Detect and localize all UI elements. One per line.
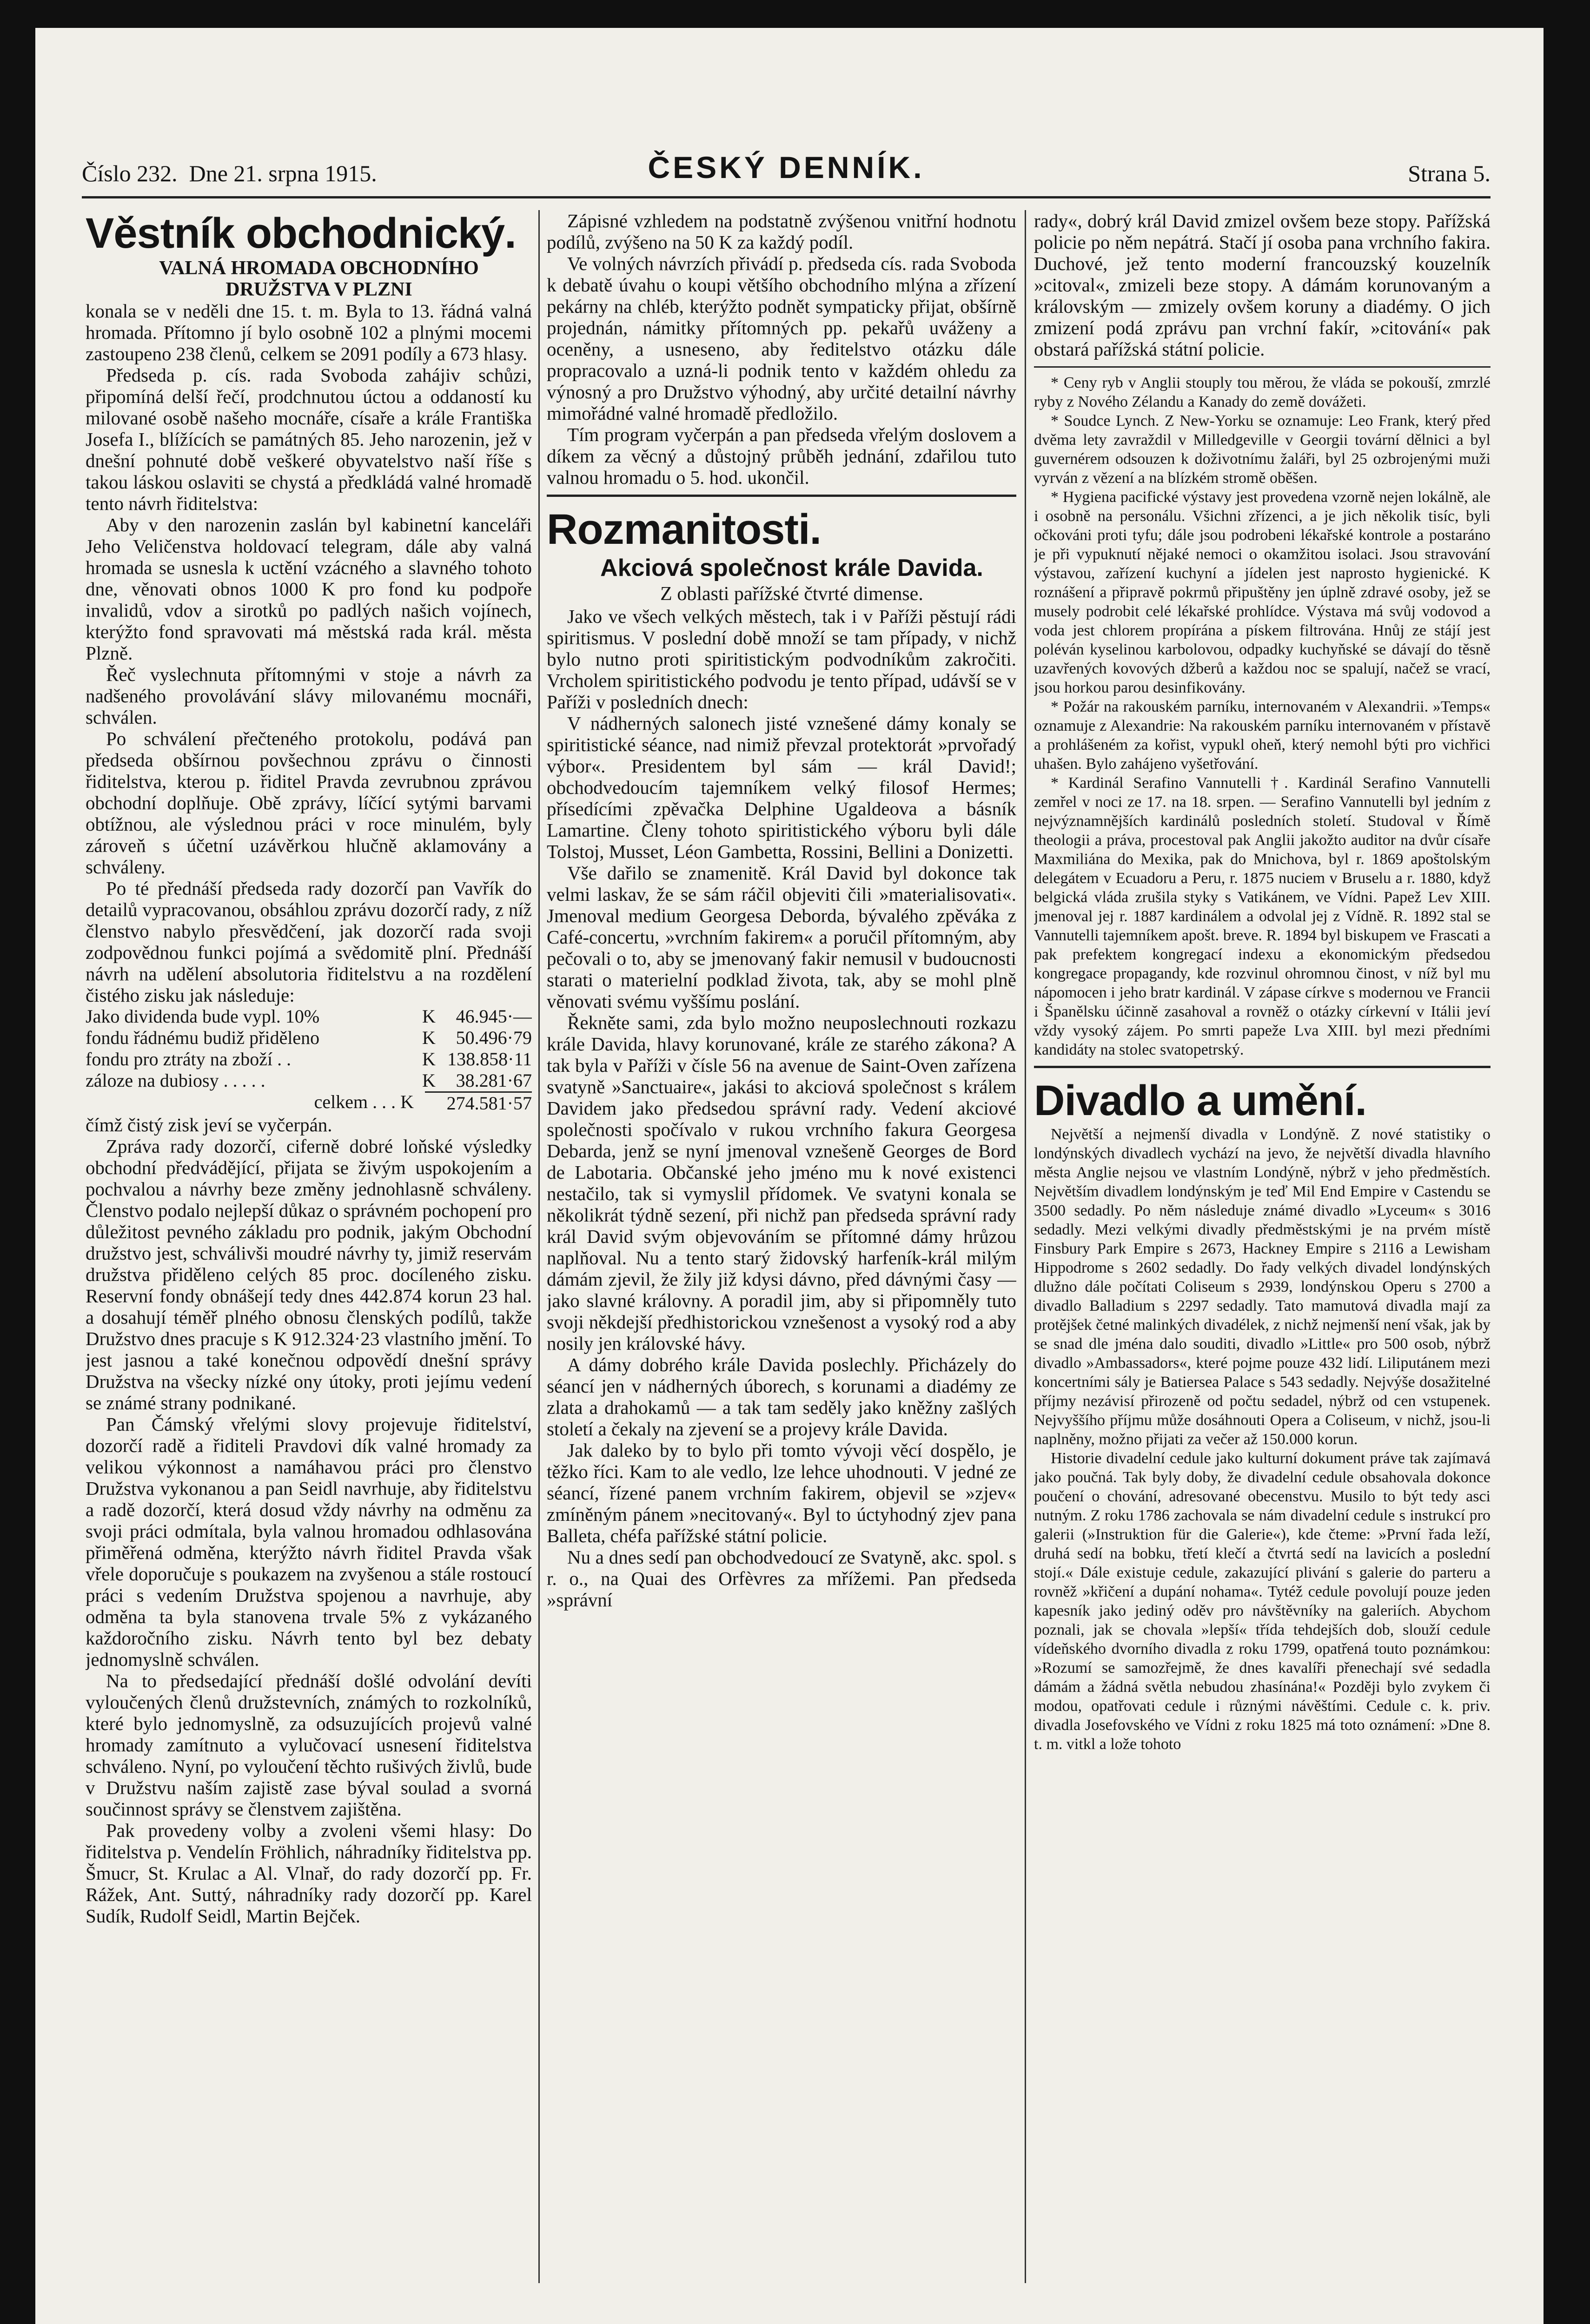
table-row: záloze na dubiosy . . . . . K 38.281·67 [86,1070,532,1091]
theatre-articles [1034,1125,1491,1754]
profit-table [86,1006,532,1114]
paragraph: Zápisné vzhledem na podstatně zvýšenou vnitřní hodnotu podílů, zvýšeno na 50 K za každý podíl. [547,210,1016,253]
paragraph: Po schválení přečteného protokolu, podává pan předseda obšírnou povšechnou zprávu o činnosti řiditelstva, kterou p. řiditel Pravda zevrubnou zprávou obchodní doplňuje. Obě zprávy, líčící sytými barvami obtížnou, ale výslednou práci v roce minulém, byly zároveň s účetní uzávěrkou hlučně aklamovány a schváleny. [86,728,532,878]
paragraph: Předseda p. cís. rada Svoboda zahájiv schůzi, připomíná delší řečí, prodchnutou úctou a oddaností ku milované osobě našeho mocnáře, císaře a krále Františka Josefa I., blížících se památných 85. Jeho narozenin, jež v dnešní pohnuté době veškeré obyvatelstvo naší říše s takou láskou oslaviti se chystá a předkládá valné hromadě tento návrh řiditelstva: [86,364,532,514]
paragraph: Největší a nejmenší divadla v Londýně. Z nové statistiky o londýnských divadlech vychází na jevo, že největší divadla hlavního města Anglie nejsou ve vlastním Londýně, nýbrž v jeho předměstích. Největším divadlem londýnským je teď Mil End Empire v Castendu se 3500 sedadly. Po něm následuje známé divadlo »Lyceum« s 3016 sedadly. Mezi velkými divadly předměstskými je na prvém místě Finsbury Park Empire s 2673, Hackney Empire s 2116 a Lewisham Hippodrome s 2602 sedadly. Do řady velkých divadel londýnských dlužno dále počítati Coliseum s 2939, londýnskou Operu s 2700 a divadlo Balladium s 2297 sedadly. Tato mamutová divadla mají za protějšek četné malinkých divadélek, z nichž nejmenší není však, jak by se snad dle jména dalo souditi, divadlo »Little« pro 500 osob, nýbrž divadlo »Ambassadors«, které pojme pouze 432 lidí. Liliputánem mezi koncertními sály je Batiersea Palace s 543 sedadly. Nejvýše dosažitelné příjmy nezávisí přirozeně od počtu sedadel, nýbrž od cen vstupenek. Nejvyššího příjmu může dosáhnouti Opera a Coliseum, v nichž, jsou-li naplněny, možno přijati za večer až 150.000 korun. [1034,1126,1491,1448]
paragraph: Vše dařilo se znamenitě. Král David byl dokonce tak velmi laskav, že se sám ráčil objeviti čili »materialisovati«. Jmenoval medium Georgesa Deborda, bývalého zpěváka z Café-concertu, »vrchním fakirem« a poručil přítomným, aby pečovali o to, aby se jmenovaný fakir nemusil v budoucnosti starati o materielní podklad života, tak, aby se mohl plně věnovati svému vyššímu poslání. [547,862,1016,1012]
article-title: Akciová společnost krále Davida. [600,555,983,581]
paragraph: Tím program vyčerpán a pan předseda vřelým doslovem a díkem za věcný a důstojný průběh jednání, zdařilou tuto valnou hromadu o 5. hod. ukončil. [547,424,1016,488]
paragraph: Řeč vyslechnuta přítomnými v stoje a návrh za nadšeného provolávání slávy milovanému mocnáři, schválen. [86,664,532,728]
paragraph: V nádherných salonech jisté vznešené dámy konaly se spiritistické séance, nad nimiž převzal protektorát »prvořadý výbor«. Presidentem byl sám — král David!; obchodvedoucím tajemníkem velký filosof Hermes; přísedícími zpěvačka Delphine Ugaldeova a básník Lamartine. Členy tohoto spiritistického výboru byli dále Tolstoj, Musset, Léon Gambetta, Rossini, Bellini a Donizetti. [547,713,1016,862]
issue-date: Číslo 232. Dne 21. srpna 1915. [82,160,377,186]
column-divider [1025,210,1026,2283]
paragraph: Na to předsedající přednáší došlé odvolání devíti vyloučených členů družstevních, známých to rozkolníků, které bylo jednomyslně, za odsuzujících projevů valné hromady zamítnuto a vylučovací usnesení řiditelstva schváleno. Nyní, po vyloučení těchto rušivých živlů, bude v Družstvu naším zajistě zase býval soulad a svorná součinnost správy se členstvem zajištěna. [86,1670,532,1820]
paragraph: Zpráva rady dozorčí, ciferně dobré loňské výsledky obchodní předvádějící, přijata se živým uspokojením a pochvalou a návrhy beze změny jednohlasně schváleny. Členstvo podalo nejlepší důkaz o správném pochopení pro důležitost pevného základu pro podnik, jakým Obchodní družstvo jest, schválivši moudré návrhy ty, jimiž reservám družstva přiděleno celých 85 proc. docíleného zisku. Reservní fondy obnášejí tedy dnes 442.874 korun 23 hal. a dosahují téměř plného obnosu členských podílů, takže Družstvo dnes pracuje s K 912.324·23 vlastního jmění. To jest jasnou a také konečnou odpovědí dnešní správy Družstva na všecky nízké ony útoky, proti jejímu vedení se známé strany podnikané. [86,1136,532,1413]
article-title: VALNÁ HROMADA OBCHODNÍHO [159,257,479,279]
article-subtitle: Z oblasti pařížské čtvrté dimense. [660,583,923,605]
table-row: fondu pro ztráty na zboží . . K 138.858·11 [86,1049,532,1070]
section-rule [1034,1066,1491,1068]
paragraph: Jak daleko by to bylo při tomto vývoji věcí dospělo, je těžko říci. Kam to ale vedlo, lze lehce uhodnouti. V jedné ze séancí, řízené panem vrchním fakirem, objevil se »zjev« zmíněným pánem »necitovaný«. Byl to úctyhodný zjev pana Balleta, chéfa pařížské státní policie. [547,1439,1016,1546]
column-1 [86,210,532,2302]
paragraph: Po té přednáší předseda rady dozorčí pan Vavřík do detailů vypracovanou, obsáhlou zprávu dozorčí rady, z níž členstvo nabylo přesvědčení, jak dozorčí rada svoji zodpovědnou funkci pojímá a svědomitě plní. Přednáší návrh na udělení absolutoria řiditelstvu a na rozdělení čistého zisku jak následuje: [86,878,532,1006]
news-item: * Ceny ryb v Anglii stouply tou měrou, že vláda se pokouší, zmrzlé ryby z Nového Zélandu a Kanady do země dovážeti. [1034,374,1491,410]
paragraph: Řekněte sami, zda bylo možno neuposlechnouti rozkazu krále Davida, hlavy korunované, krále ze starého zákona? A tak byla v Paříži v čísle 56 na avenue de Saint-Oven zařízena svatyně »Sanctuaire«, jakási to akciová společnost s králem Davidem jako předsedou správní rady. Vedení akciové společnosti spočívalo v rukou vrchního fakura Georgesa Debarda, jenž se nyní jmenoval vznešeně Georges de Bord de Labotaria. Občanské jeho jméno mu k nové existenci nestačilo, tak si vymyslil přídomek. Ve svatyni konala se několikrát týdně sezení, při nichž pan předseda správní rady král David svým objevováním se přítomné dámy hrůzou naplňoval. Nu a tento starý židovský harfeník-král milým dámám zjevil, že žily již kdysi dávno, před dávnými časy — jako slavné královny. A poradil jim, aby si připomněly tuto svoji někdejší předhistorickou vznešenost a vysoký rod a aby nosily jen královské hávy. [547,1012,1016,1354]
paragraph: Pan Čámský vřelými slovy projevuje řiditelství, dozorčí radě a řiditeli Pravdovi dík valné hromady za velikou výkonnost a namáhavou práci pro členstvo Družstva vykonanou a pan Seidl navrhuje, aby řiditelstvu a radě dozorčí, která dosud vždy návrhy na odměnu za svoji práci odmítala, byla valnou hromadou odhlasována přiměřená odměna, kterýžto návrh řiditel Pravda však vřele doporučuje s poukazem na zvyšenou a stále rostoucí práci s vedením Družstva spojenou a navrhuje, aby odměna ta byla stanovena trvale 5% z vykázaného každoročního zisku. Návrh tento byl bez debaty jednomyslně schválen. [86,1413,532,1670]
paragraph: A dámy dobrého krále Davida poslechly. Přicházely do séancí jen v nádherných úborech, s korunami a diadémy ze zlata a drahokamů — a tak tam seděly jako kněžny zašlých století a čekaly na zjevení se a projevy krále Davida. [547,1354,1016,1439]
paragraph: Aby v den narozenin zaslán byl kabinetní kanceláři Jeho Veličenstva holdovací telegram, dále aby valná hromada se usnesla k uctění vzácného a slavného tohoto dne, věnovati obnos 1000 K pro fond ku podpoře invalidů, vdov a sirotků po padlých našich vojínech, kterýžto fond spravovati má městská rada král. města Plzně. [86,514,532,664]
newspaper-page [35,28,1544,2324]
column-divider [538,210,540,2283]
news-briefs [1034,373,1491,1059]
news-item: * Hygiena pacifické výstavy jest provedena vzorně nejen lokálně, ale i osobně na personálu. Všichni zřízenci, a je jich několik tisíc, byli očkováni proti tyfu; dále jsou podrobeni lékařské kontrole a postaráno je při vypuknutí nějaké nemoci o okamžitou isolaci. Jsou stravování výstavou, zařízení kuchyní a jídelen jest naprosto hygienické. K roznášení a připravě pokrmů připuštěny jen úplně zdravé osoby, jež se musely podrobit celé lékařské prohlídce. Výstava má svůj vodovod a voda jest chlorem propírána a pískem filtrována. Hnůj ze stájí jest poléván kyselinou karbolovou, odpadky kuchyňské se dávají do těsně uzavřených kovových džberů a každou noc se spalují, načež se vrací, jsou horkou parou desinfikovány. [1034,489,1491,696]
table-total: celkem . . . K 274.581·57 [314,1091,532,1114]
paragraph: Jako ve všech velkých městech, tak i v Paříži pěstují rádi spiritismus. V poslední době množí se tam případy, v nichž bylo nutno proti spiritistickým podvodníkům zakročiti. Vrcholem spiritistického podvodu je tento případ, udávší se v Paříži v posledních dnech: [547,606,1016,713]
paragraph: Historie divadelní cedule jako kulturní dokument práve tak zajímavá jako poučná. Tak byly doby, že divadelní cedule obsahovala dokonce poučení o chování, adresované obecenstvu. Musilo to být tedy asci nutným. Z roku 1786 zachovala se nám divadelní cedule s instrukcí pro galerii (»Instruktion für die Galerie«), kde čteme: »První řada leží, druhá sedí na bobku, třetí klečí a čtvrtá sedí na lavicích a poslední stojí.« Dále existuje cedule, zakazující plivání s galerie do parteru a rovněž »křičení a dupání nohama«. Tytéž cedule povolují pouze jeden kapesník jako jediný oděv pro návštěvníky na galeriích. Abychom poznali, jak se chovala »lepší« třída tehdejších dob, slouží cedule vídeňského dvorního divadla z roku 1799, opatřená touto poznámkou: »Rozumí se samozřejmě, že dnes kavalíři přenechají své sedadla dámám a žádná světla nebudou zhasínána!« Později bylo zvykem či modou, opatřovati cedule i různými návěštími. Cedule c. k. priv. divadla Josefovského ve Vídni z roku 1825 má toto oznámení: »Dne 8. t. m. vitkl a lože tohoto [1034,1450,1491,1753]
section-rule [547,495,1016,497]
header-rule [82,196,1491,198]
table-row: fondu řádnému budiž přiděleno K 50.496·79 [86,1027,532,1048]
table-row: Jako dividenda bude vypl. 10% K 46.945·— [86,1006,532,1027]
section-heading: Divadlo a umění. [1034,1077,1367,1124]
section-rule [1034,366,1491,368]
column-2 [547,210,1016,2302]
section-heading: Věstník obchodnický. [86,210,516,257]
page-header [82,144,1491,195]
paragraph: konala se v neděli dne 15. t. m. Byla to 13. řádná valná hromada. Přítomno jí bylo osobně 102 a plnými mocemi zastoupeno 238 členů, celkem se 2091 podíly a 673 hlasy. [86,300,532,364]
paragraph: čímž čistý zisk jeví se vyčerpán. [86,1114,332,1136]
news-item: * Požár na rakouském parníku, internovaném v Alexandrii. »Temps« oznamuje z Alexandrie: Na rakouském parníku internovaném v přístavě a prohlášeném za kořist, vypukl oheň, který nemohl býti pro vichřici uhašen. Bylo zahájeno vyšetřování. [1034,698,1491,772]
news-item: * Kardinál Serafino Vannutelli †. Kardinál Serafino Vannutelli zemřel v noci ze 17. na 18. srpen. — Serafino Vannutelli byl jedním z nejvýznamnějších kardinálů posledních století. Studoval v Římě theologii a práva, procestoval pak Anglii jakožto auditor na dvůr císaře Maxmiliána do Mexika, pak do Mnichova, byl r. 1869 apoštolským delegátem v Ecuadoru a Peru, r. 1875 nuciem v Bruselu a r. 1880, když belgická vláda zrušila styky s Vatikánem, ve Vídni. Papež Lev XIII. jmenoval jej r. 1887 kardinálem a odvolal jej z Vídně. R. 1892 stal se Vannutelli tajemníkem apošt. breve. R. 1894 byl biskupem ve Frascati a pak prefektem kongregací indexu a ekonomickým předsedou kongregace propagandy, kde rozvinul ohromnou činost, v níž byl mu nápomocen i jeho bratr kardinál. V zápase církve s modernou ve Francii i Španělsku účinně zasahoval a rovněž o otázky církevní v Itálii jeví vždy vysoký zájem. Po smrti papeže Lva XIII. byl mezi předními kandidáty na stolec svatopetrský. [1034,774,1491,1058]
column-3 [1034,210,1491,2302]
paragraph: Nu a dnes sedí pan obchodvedoucí ze Svatyně, akc. spol. s r. o., na Quai des Orfèvres za mřížemi. Pan předseda »správní [547,1546,1016,1611]
page-number: Strana 5. [1408,160,1491,186]
paragraph: Pak provedeny volby a zvoleni všemi hlasy: Do řiditelstva p. Vendelín Fröhlich, náhradníky řiditelstva pp. Šmucr, St. Krulac a Al. Vlnař, do rady dozorčí pp. Fr. Rážek, Ant. Suttý, náhradníky rady dozorčí pp. Karel Sudík, Rudolf Seidl, Martin Bejček. [86,1820,532,1927]
section-heading: Rozmanitosti. [547,506,822,553]
news-item: * Soudce Lynch. Z New-Yorku se oznamuje: Leo Frank, který před dvěma lety zavraždil v Milledgeville v Georgii tovární dělnici a byl guvernérem odsouzen k doživotnímu žaláři, byl 25 ozbrojenými muži vyrván z vězení a na blízkém stromě oběšen. [1034,412,1491,487]
paragraph: Ve volných návrzích přivádí p. předseda cís. rada Svoboda k debatě úvahu o koupi většího obchodního mlýna a zřízení pekárny na chléb, kterýžto podnět sympaticky přijat, obšírně projednán, námitky přítomných pp. pekařů uváženy a oceněny, a usneseno, aby ředitelstvo otázku dále propracovalo a uzná-li podnik tento v každém ohledu za výnosný a pro Družstvo výhodný, aby určité detailní návrhy mimořádné valné hromadě předložilo. [547,253,1016,424]
article-title: DRUŽSTVA V PLZNI [225,279,412,300]
newspaper-title: ČESKÝ DENNÍK. [648,150,925,185]
paragraph: rady«, dobrý král David zmizel ovšem beze stopy. Pařížská policie po něm nepátrá. Stačí jí osoba pana vrchního fakira. Duchové, jež tento moderní francouzský kouzelník »citoval«, zmizeli beze stopy. A dámám korunovaným a královským — zmizely ovšem koruny a diadémy. O jich zmizení podá zprávu pan vrchní fakír, »citování« pak obstará pařížská státní policie. [1034,210,1491,360]
